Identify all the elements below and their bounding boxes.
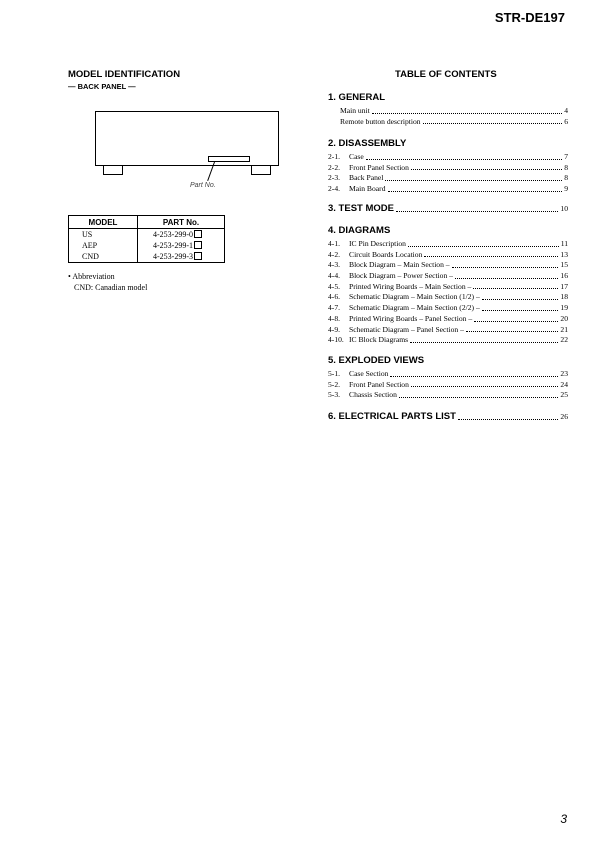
toc-section-heading: 5. EXPLODED VIEWS: [328, 355, 425, 366]
toc-entry[interactable]: 2-3. Back Panel 8: [328, 173, 568, 183]
toc-entry[interactable]: 4-1. IC Pin Description 11: [328, 239, 568, 248]
device-outline: [95, 111, 279, 166]
toc-entry[interactable]: 4-7. Schematic Diagram – Main Section (2/2) – 19: [328, 303, 568, 313]
model-identification-title: MODEL IDENTIFICATION: [68, 69, 181, 80]
table-header-model: MODEL: [69, 216, 138, 229]
table-header-part: PART No.: [138, 216, 225, 229]
toc-entry[interactable]: 4-5. Printed Wiring Boards – Main Section – 17: [328, 281, 568, 291]
model-cell: CND: [69, 251, 138, 263]
toc-section-electrical-parts: [328, 410, 568, 424]
part-no-caption: Part No.: [190, 182, 216, 189]
toc-section-heading: 4. DIAGRAMS: [328, 225, 391, 236]
toc-entry[interactable]: 5-3. Chassis Section 25: [328, 390, 568, 400]
toc-entry[interactable]: 6. ELECTRICAL PARTS LIST 26: [328, 411, 568, 422]
toc-entry[interactable]: 4-4. Block Diagram – Power Section – 16: [328, 271, 568, 281]
model-cell: AEP: [69, 240, 138, 251]
toc-entry[interactable]: Remote button description 6: [340, 116, 568, 126]
model-parts-table: [68, 215, 225, 263]
toc-entry[interactable]: 4-10. IC Block Diagrams 22: [328, 335, 568, 345]
device-foot-left: [103, 166, 123, 175]
checkbox-square-icon: [194, 230, 202, 238]
model-cell: US: [69, 229, 138, 241]
device-foot-right: [251, 166, 271, 175]
table-row: [69, 229, 225, 241]
abbreviation-text: CND: Canadian model: [74, 283, 148, 292]
toc-section-general: [328, 92, 568, 127]
checkbox-square-icon: [194, 252, 202, 260]
toc-title: TABLE OF CONTENTS: [395, 69, 497, 80]
part-cell: 4-253-299-1: [138, 240, 225, 251]
table-row: [69, 240, 225, 251]
toc-entry[interactable]: 2-2. Front Panel Section 8: [328, 162, 568, 172]
checkbox-square-icon: [194, 241, 202, 249]
abbreviation-title: • Abbreviation: [68, 272, 115, 281]
abbreviation-note: [68, 271, 147, 293]
table-row: [69, 251, 225, 263]
toc-entry[interactable]: 2-1. Case 7: [328, 152, 568, 161]
toc-section-heading: 2. DISASSEMBLY: [328, 138, 407, 149]
toc-entry[interactable]: 4-3. Block Diagram – Main Section – 15: [328, 260, 568, 270]
part-cell: 4-253-299-0: [138, 229, 225, 241]
part-cell: 4-253-299-3: [138, 251, 225, 263]
toc-section-heading: 1. GENERAL: [328, 92, 386, 103]
toc-entry[interactable]: 4-6. Schematic Diagram – Main Section (1/2) – 18: [328, 292, 568, 302]
toc-section-diagrams: [328, 225, 568, 346]
page-number: 3: [560, 812, 567, 826]
toc-entry[interactable]: 4-2. Circuit Boards Location 13: [328, 249, 568, 259]
toc-entry[interactable]: 2-4. Main Board 9: [328, 184, 568, 194]
toc-entry[interactable]: 3. TEST MODE 10: [328, 203, 568, 214]
model-code: STR-DE197: [494, 10, 565, 25]
toc-section-disassembly: [328, 138, 568, 195]
toc-entry[interactable]: Main unit 4: [340, 106, 568, 115]
toc-entry[interactable]: 5-2. Front Panel Section 24: [328, 379, 568, 389]
toc-section-test-mode: [328, 202, 568, 216]
toc-entry[interactable]: 4-8. Printed Wiring Boards – Panel Section – 20: [328, 313, 568, 323]
toc-entry[interactable]: 5-1. Case Section 23: [328, 369, 568, 378]
back-panel-subtitle: — BACK PANEL —: [68, 82, 136, 91]
toc-entry[interactable]: 4-9. Schematic Diagram – Panel Section – 21: [328, 324, 568, 334]
toc-section-exploded-views: [328, 355, 568, 401]
